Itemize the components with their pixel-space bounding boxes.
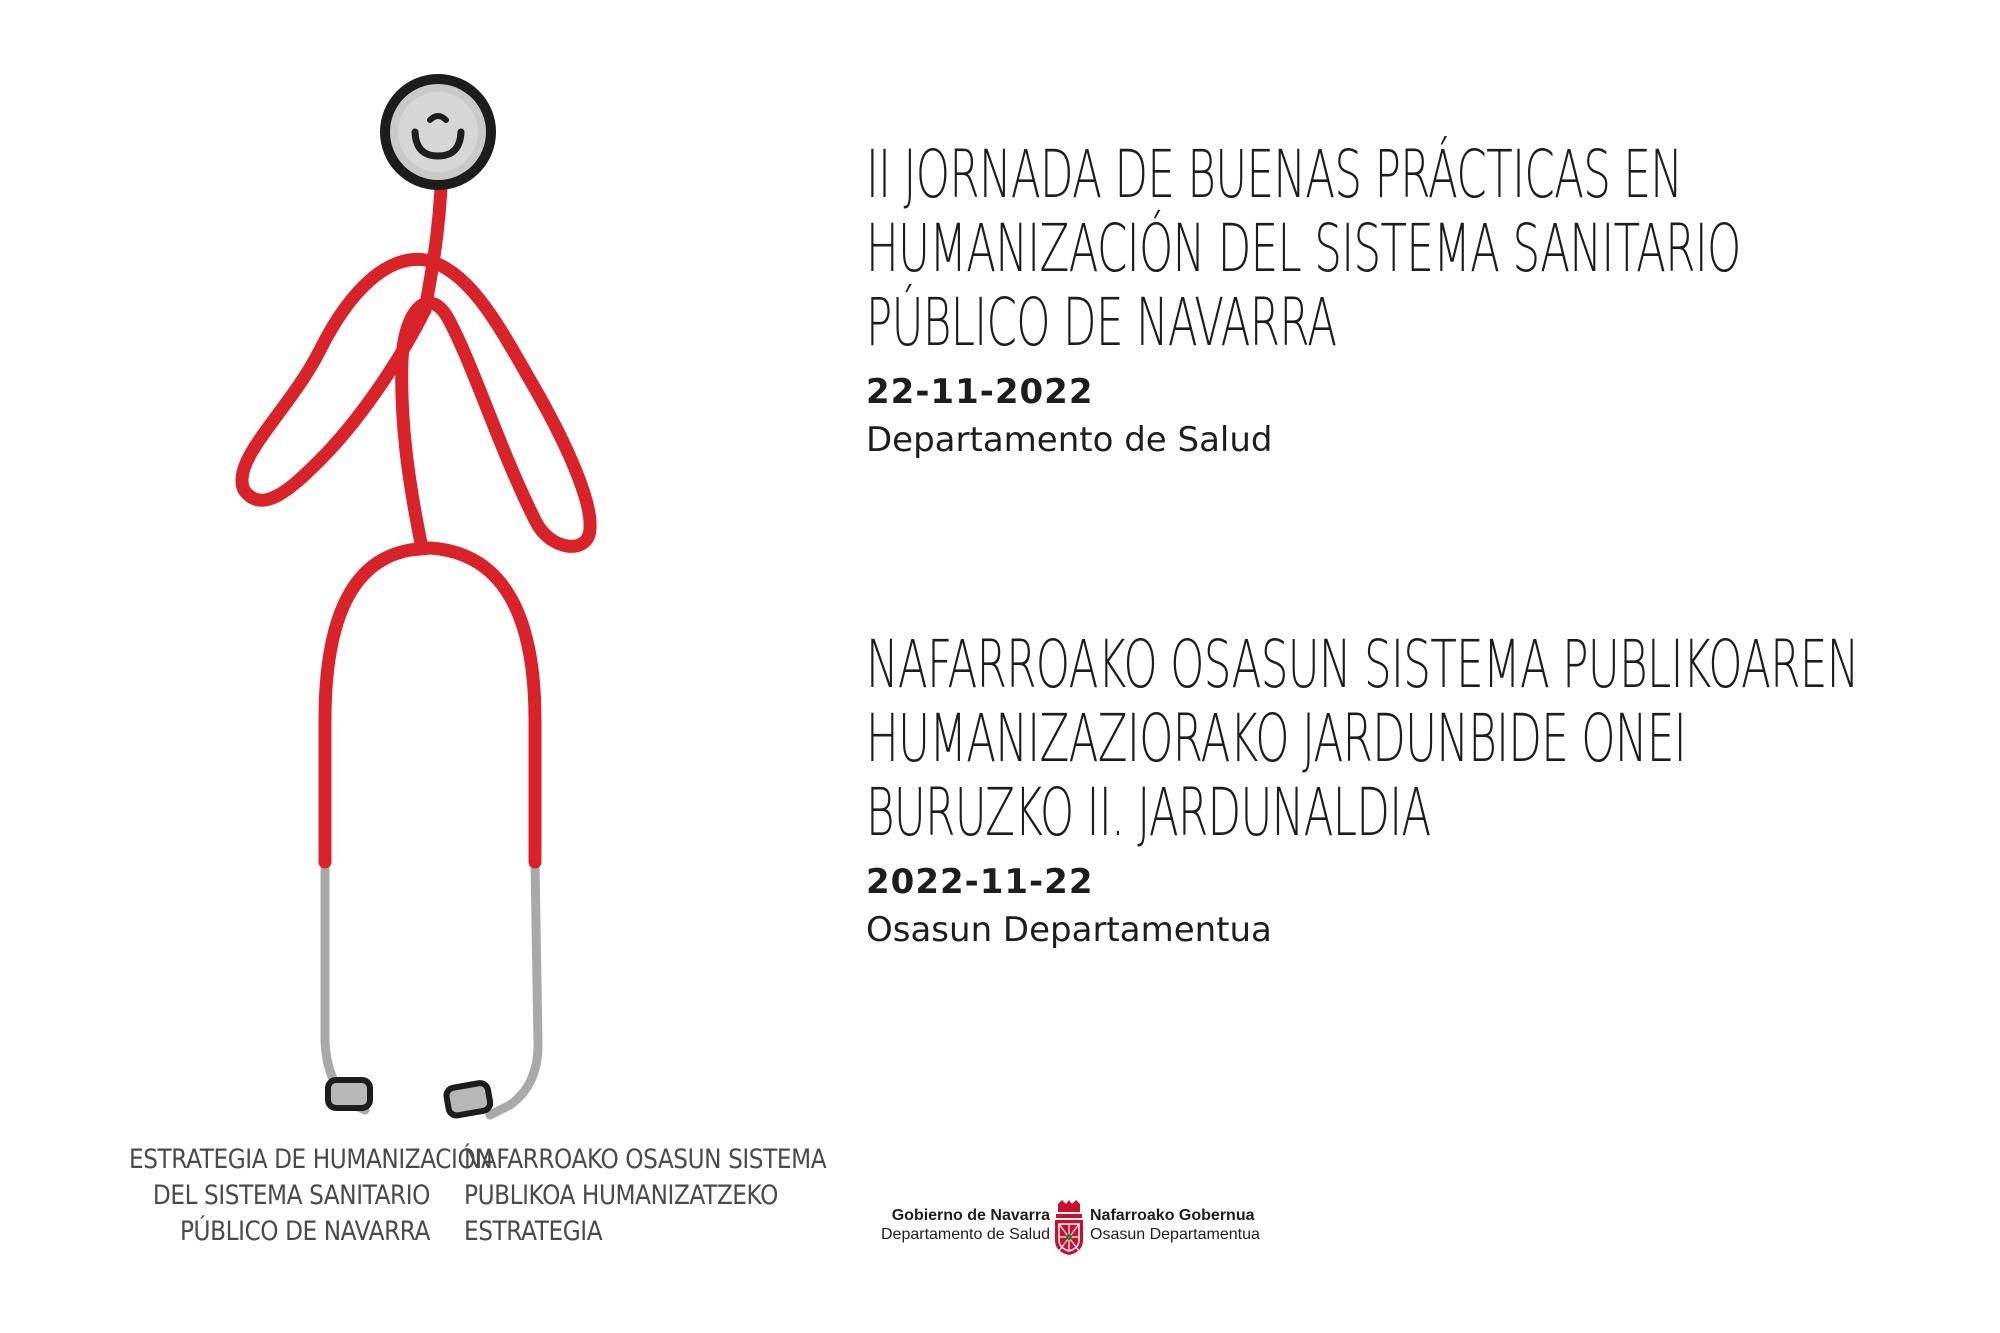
left-earpiece-foot <box>328 1080 370 1108</box>
caption-line: NAFARROAKO OSASUN SISTEMA <box>464 1144 827 1175</box>
strategy-caption-es <box>129 1142 493 1250</box>
title-line: BURUZKO II. JARDUNALDIA <box>866 774 1431 851</box>
event-department-es: Departamento de Salud <box>866 420 1273 460</box>
event-title-es <box>866 136 1741 361</box>
gov-name-eu: Nafarroako Gobernua <box>1090 1207 1255 1224</box>
gov-department-eu: Osasun Departamentua <box>1090 1226 1260 1243</box>
arms-tube <box>242 259 590 548</box>
caption-line: ESTRATEGIA DE HUMANIZACIÓN <box>129 1144 493 1175</box>
strategy-caption-eu <box>464 1142 827 1250</box>
event-date-es: 22-11-2022 <box>866 372 1094 412</box>
title-line: HUMANIZACIÓN DEL SISTEMA SANITARIO <box>866 210 1741 287</box>
title-line: PÚBLICO DE NAVARRA <box>866 284 1337 361</box>
caption-line: DEL SISTEMA SANITARIO <box>152 1180 431 1211</box>
caption-line: PUBLIKOA HUMANIZATZEKO <box>464 1180 778 1211</box>
gov-name-es: Gobierno de Navarra <box>891 1207 1050 1224</box>
gov-department-es: Departamento de Salud <box>881 1226 1050 1243</box>
caption-line: ESTRATEGIA <box>464 1216 603 1247</box>
left-earpiece-tube <box>325 862 365 1110</box>
event-block-eu <box>866 628 1946 954</box>
title-line: II JORNADA DE BUENAS PRÁCTICAS EN <box>866 136 1683 213</box>
gov-logo-es <box>881 1206 1050 1244</box>
right-earpiece-foot <box>445 1082 491 1117</box>
government-of-navarra-logo <box>862 1200 1282 1260</box>
event-department-eu: Osasun Departamentua <box>866 910 1272 950</box>
title-line: NAFARROAKO OSASUN SISTEMA PUBLIKOAREN <box>866 626 1859 703</box>
legs-tube <box>325 548 535 862</box>
stethoscope-figure-icon <box>210 60 630 1120</box>
event-title-eu <box>866 626 1859 851</box>
stethoscope-figure-illustration <box>210 60 630 1120</box>
navarra-coat-of-arms-icon <box>1052 1200 1086 1256</box>
right-earpiece-tube <box>490 862 538 1115</box>
title-line: HUMANIZAZIORAKO JARDUNBIDE ONEI <box>866 700 1686 777</box>
event-date-eu: 2022-11-22 <box>866 862 1094 902</box>
chestpiece-head <box>380 74 496 190</box>
event-block-es <box>866 138 1946 464</box>
gov-logo-eu <box>1090 1206 1260 1244</box>
caption-line: PÚBLICO DE NAVARRA <box>179 1216 430 1247</box>
